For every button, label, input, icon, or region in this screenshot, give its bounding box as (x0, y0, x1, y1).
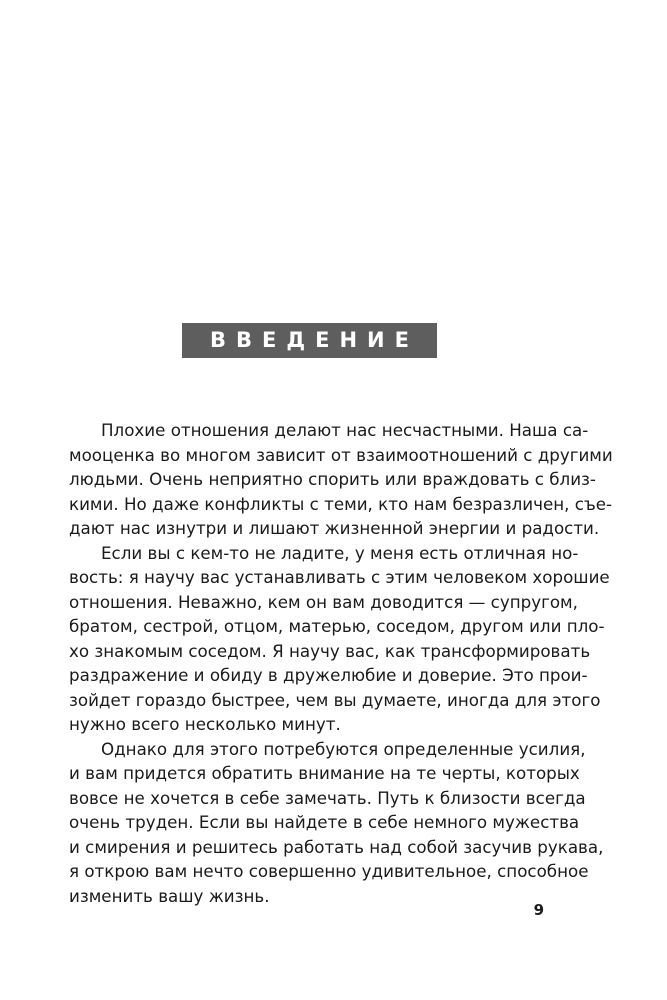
text-line: нужно всего несколько минут. (69, 714, 341, 734)
text-line: зойдет гораздо быстрее, чем вы думаете, иногда для этого (69, 689, 601, 710)
text-line: вовсе не хочется в себе замечать. Путь к близости всегда (69, 787, 586, 808)
text-line: я открою вам нечто совершенно удивительное, способное (69, 861, 589, 881)
text-line: людьми. Очень неприятно спорить или враждовать с близ- (69, 469, 596, 489)
text-line: отношения. Неважно, кем он вам доводится — супругом, (69, 591, 578, 612)
text-line: Плохие отношения делают нас несчастными. Наша са- (101, 420, 589, 440)
text-line: Однако для этого потребуются определенные усилия, (101, 738, 586, 759)
text-line: дают нас изнутри и лишают жизненной энергии и радости. (69, 518, 600, 538)
text-line: и смирения и решитесь работать над собой засучив рукава, (69, 836, 604, 857)
text-line: изменить вашу жизнь. (69, 885, 270, 906)
text-line: мооценка во многом зависит от взаимоотношений с другими (69, 444, 613, 465)
text-line: братом, сестрой, отцом, матерью, соседом, другом или пло- (69, 616, 605, 636)
text-line: раздражение и обиду в дружелюбие и доверие. Это прои- (69, 665, 588, 685)
text-line: кими. Но даже конфликты с теми, кто нам безразличен, съе- (69, 493, 613, 514)
text-line: Если вы с кем-то не ладите, у меня есть отличная но- (101, 542, 579, 563)
text-line: хо знакомым соседом. Я научу вас, как трансформировать (69, 640, 591, 661)
text-line: очень труден. Если вы найдете в себе немного мужества (69, 812, 580, 832)
body-text (69, 418, 613, 908)
text-line: и вам придется обратить внимание на те черты, которых (69, 763, 580, 783)
chapter-heading: ВВЕДЕНИЕ (182, 323, 437, 358)
text-line: вость: я научу вас устанавливать с этим человеком хорошие (69, 567, 610, 587)
page-number: 9 (533, 901, 544, 919)
